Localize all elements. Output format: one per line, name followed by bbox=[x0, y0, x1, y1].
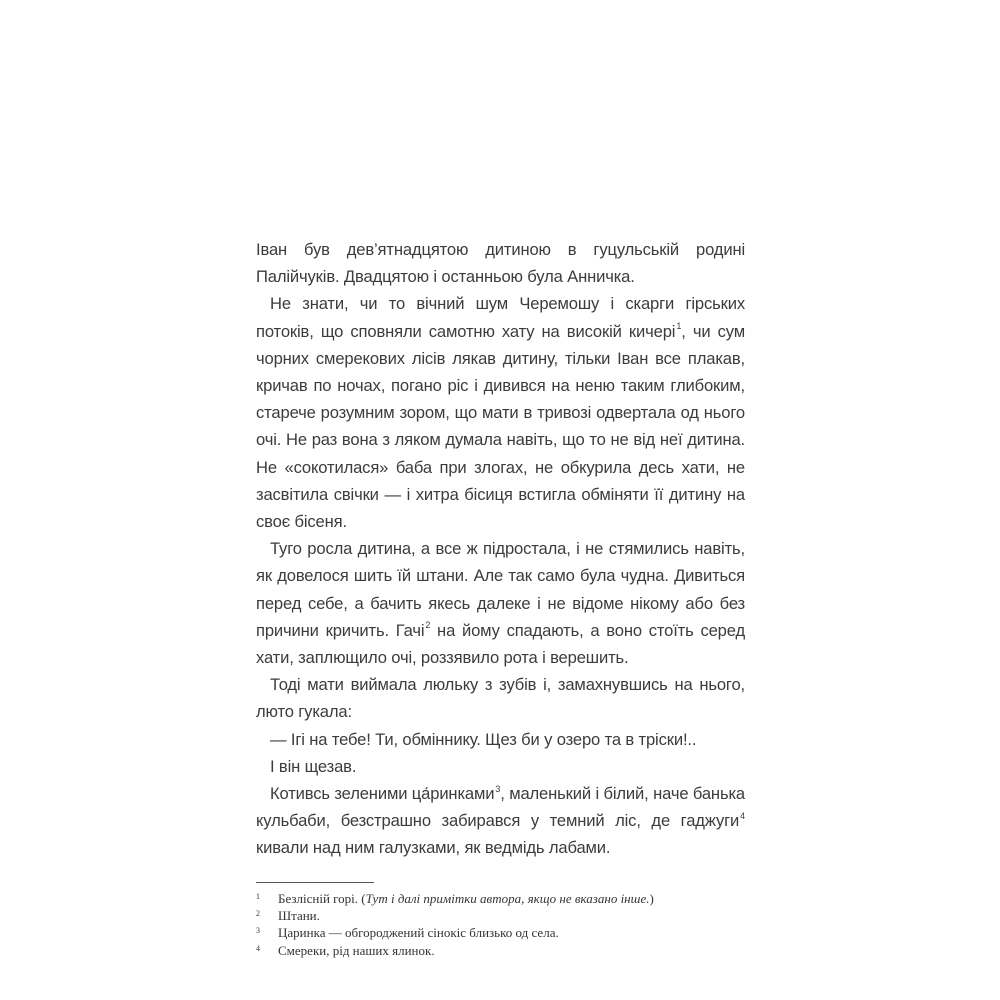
footnote-3: 3 Царинка — обгороджений сінокіс близько од села. bbox=[256, 925, 559, 941]
footnote-number: 4 bbox=[256, 943, 260, 953]
paragraph-7: Котивсь зеленими ца́ринками$^3$, маленький і білий, наче банька кульбаби, безстрашно забирався у темний ліс, де гаджуги$^4$ кивали над ним галузками, як ведмідь лабами. bbox=[256, 783, 745, 858]
book-page bbox=[256, 236, 745, 960]
footnote-1: 1 Безлісній горі. (Тут і далі примітки автора, якщо не вказано інше.) bbox=[256, 890, 654, 906]
paragraph-2: Не знати, чи то вічний шум Черемошу і скарги гірських потоків, що сповняли самотню хату на високій кичері$^1$, чи сум чорних смерекових лісів лякав дитину, тільки Іван все плакав, кричав по ночах, погано ріс і дивився на неню таким глибоким, старече розумним зором, що мати в тривозі одвертала од нього очі. Не раз вона з ляком думала навіть, що то не від неї дитина. Не «сокотилася» баба при злогах, не обкурила десь хати, не засвітила свічки — і хитра бісиця встигла обміняти її дитину на своє бісеня. bbox=[256, 294, 745, 532]
footnotes bbox=[256, 891, 745, 960]
footnote-number: 1 bbox=[256, 891, 260, 901]
footnote-2: 2 Штани. bbox=[256, 907, 320, 923]
footnote-4: 4 Смереки, рід наших ялинок. bbox=[256, 942, 435, 958]
footnote-mark-1: 1 bbox=[676, 321, 682, 332]
main-text bbox=[256, 236, 745, 862]
footnote-mark-2: 2 bbox=[425, 620, 431, 631]
paragraph-1: Іван був дев’ятнадцятою дитиною в гуцульській родині Палійчуків. Двадцятою і останньою була Анничка. bbox=[256, 240, 745, 287]
paragraph-6: І він щезав. bbox=[270, 756, 357, 776]
footnote-number: 2 bbox=[256, 908, 260, 918]
footnote-divider bbox=[256, 882, 374, 883]
footnote-mark-3: 3 bbox=[495, 783, 501, 794]
footnote-number: 3 bbox=[256, 926, 260, 936]
paragraph-4: Тоді мати виймала люльку з зубів і, замахнувшись на нього, люто гукала: bbox=[256, 675, 745, 722]
paragraph-3: Туго росла дитина, а все ж підростала, і не стямились навіть, як довелося шить їй штани. Але так само була чудна. Дивиться перед себе, а бачить якесь далеке і не відоме нікому або без причини кричить. Гачі$^2$ на йому спадають, а воно стоїть серед хати, заплющило очі, роззявило рота і верешить. bbox=[256, 539, 745, 668]
paragraph-5-dialogue: — Ігі на тебе! Ти, обміннику. Щез би у озеро та в тріски!.. bbox=[270, 729, 697, 749]
footnote-mark-4: 4 bbox=[740, 810, 745, 821]
